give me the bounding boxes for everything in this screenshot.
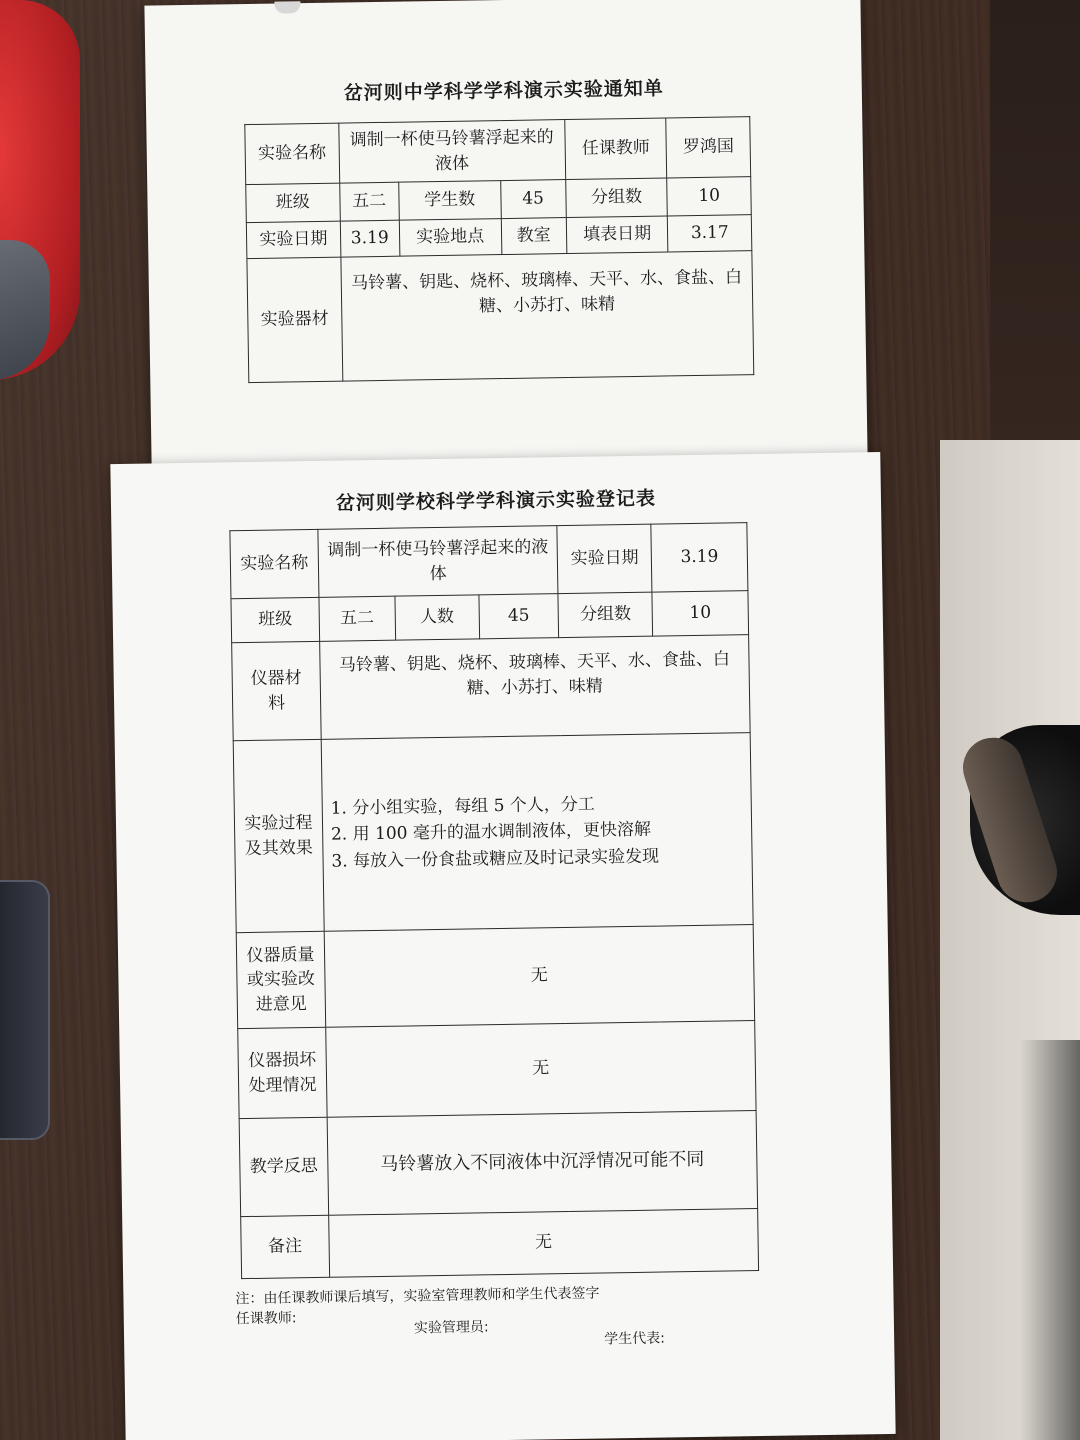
reg-label-count: 人数	[395, 595, 479, 640]
paper-clip-mark	[274, 1, 300, 13]
label-location: 实验地点	[399, 219, 501, 257]
reg-label-remarks: 备注	[241, 1215, 330, 1278]
label-date: 实验日期	[246, 221, 340, 258]
reg-value-damage: 无	[326, 1021, 757, 1118]
background-dark-corner	[990, 0, 1080, 440]
value-location: 教室	[501, 218, 567, 255]
reg-label-name: 实验名称	[230, 529, 319, 598]
value-class: 五二	[339, 182, 399, 221]
reg-label-reflection: 教学反思	[239, 1117, 328, 1216]
reg-value-date: 3.19	[651, 523, 748, 592]
reg-label-materials: 仪器材料	[232, 641, 321, 740]
reg-label-class: 班级	[231, 597, 320, 642]
value-name: 调制一杯使马铃薯浮起来的液体	[338, 120, 565, 184]
label-class: 班级	[246, 183, 340, 222]
reg-label-process: 实验过程及其效果	[233, 739, 324, 932]
value-equipment: 马铃薯、钥匙、烧杯、玻璃棒、天平、水、食盐、白糖、小苏打、味精	[341, 251, 754, 381]
notice-table	[244, 116, 754, 383]
label-groups: 分组数	[565, 178, 667, 218]
label-name: 实验名称	[245, 123, 340, 184]
reg-value-process	[321, 733, 753, 932]
reg-value-class: 五二	[319, 596, 396, 641]
process-step-2: 2. 用 100 毫升的温水调制液体，更快溶解	[330, 819, 652, 845]
footer-lab-admin-signature: 实验管理员:	[413, 1319, 489, 1337]
reg-label-date: 实验日期	[557, 524, 652, 593]
register-table	[229, 522, 759, 1279]
label-fill-date: 填表日期	[566, 216, 668, 254]
reg-label-damage: 仪器损坏处理情况	[238, 1027, 327, 1118]
value-date: 3.19	[340, 220, 400, 257]
value-groups: 10	[667, 177, 751, 216]
register-sheet	[110, 452, 895, 1440]
footer-student-rep-signature: 学生代表:	[604, 1330, 665, 1348]
footer-teacher-signature: 任课教师:	[235, 1310, 297, 1328]
reg-value-quality: 无	[324, 925, 755, 1028]
label-students: 学生数	[398, 181, 500, 221]
reg-value-count: 45	[478, 594, 559, 639]
reg-value-groups: 10	[652, 591, 749, 637]
notice-title: 岔河则中学科学学科演示实验通知单	[343, 77, 664, 105]
shadow	[1020, 1040, 1080, 1440]
reg-value-reflection: 马铃薯放入不同液体中沉浮情况可能不同	[327, 1111, 758, 1216]
notice-sheet	[144, 0, 867, 468]
reg-label-quality: 仪器质量或实验改进意见	[236, 931, 325, 1028]
label-equipment: 实验器材	[247, 257, 343, 382]
value-teacher: 罗鸿国	[666, 117, 750, 178]
value-students: 45	[500, 180, 566, 219]
label-teacher: 任课教师	[564, 118, 667, 180]
footer-note: 注：由任课教师课后填写，实验室管理教师和学生代表签字	[235, 1285, 600, 1308]
value-fill-date: 3.17	[668, 215, 752, 252]
process-step-1: 1. 分小组实验，每组 5 个人，分工	[330, 794, 596, 819]
reg-label-groups: 分组数	[558, 592, 652, 637]
tablet-device	[0, 880, 50, 1140]
reg-value-remarks: 无	[329, 1209, 759, 1278]
reg-value-name: 调制一杯使马铃薯浮起来的液体	[318, 526, 559, 598]
process-step-3: 3. 每放入一份食盐或糖应及时记录实验发现	[331, 846, 660, 872]
register-title: 岔河则学校科学学科演示实验登记表	[335, 487, 657, 515]
reg-value-materials: 马铃薯、钥匙、烧杯、玻璃棒、天平、水、食盐、白糖、小苏打、味精	[320, 635, 751, 740]
